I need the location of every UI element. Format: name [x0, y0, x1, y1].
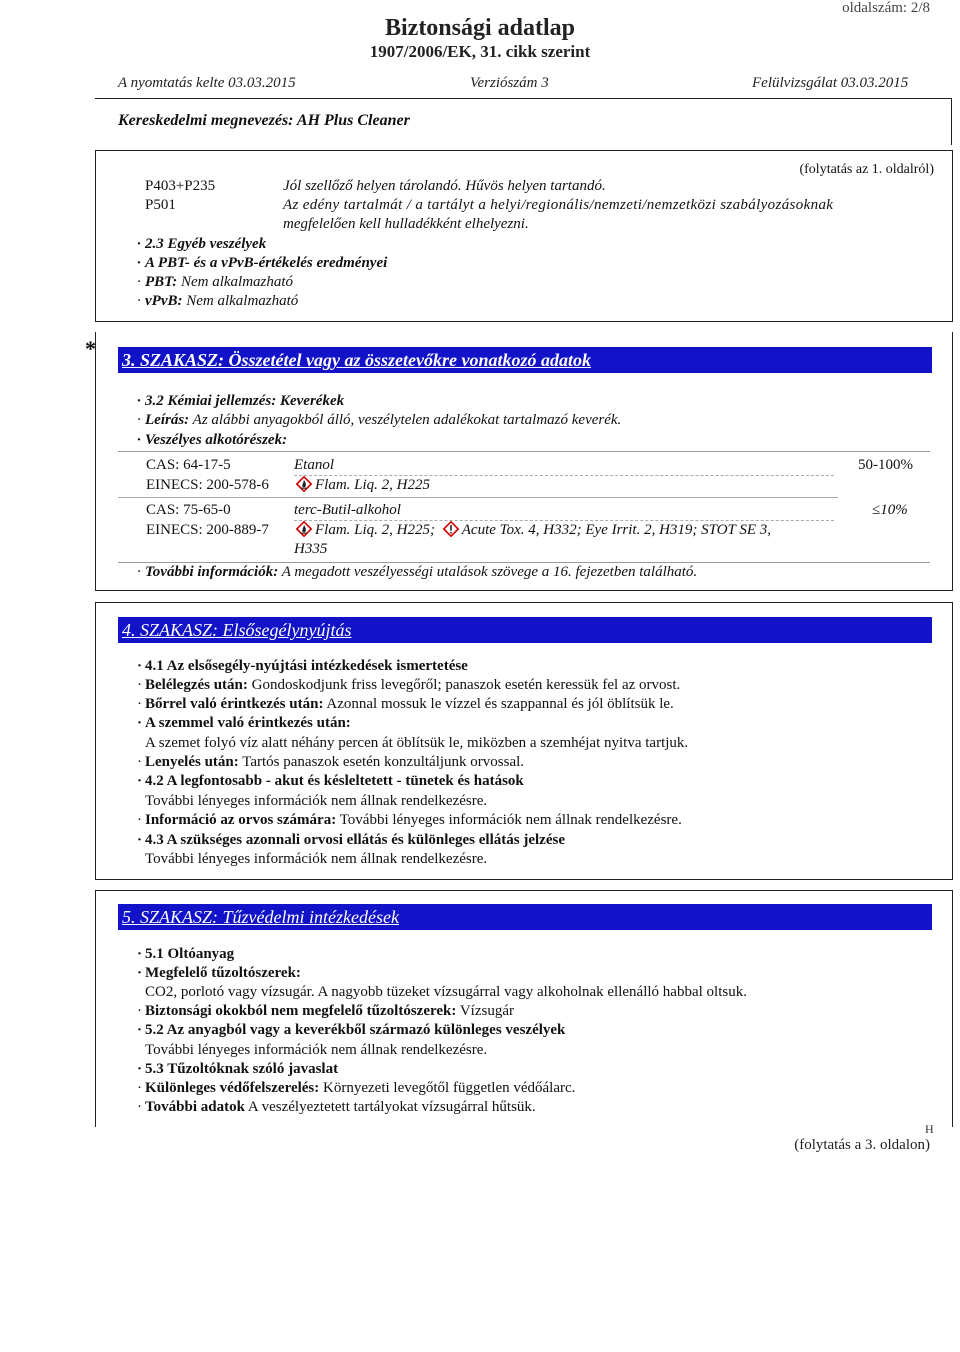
p403-code: P403+P235	[145, 178, 216, 194]
no-info-2: További lényeges információk nem állnak rendelkezésre.	[145, 851, 488, 867]
pbt-line: · PBT: Nem alkalmazható	[137, 274, 294, 290]
hazard-2-cont: H335	[294, 541, 328, 557]
symptoms-heading: · 4.2 A legfontosabb - akut és késleltetett - tünetek és hatások	[137, 773, 524, 789]
further-info-line: · További információk: A megadott veszélyességi utalások szövege a 16. fejezetben található.	[137, 564, 698, 580]
further-data-line: · További adatok A veszélyeztetett tartályokat vízsugárral hűtsük.	[137, 1099, 536, 1115]
p403-text: Jól szellőző helyen tárolandó. Hűvös helyen tartandó.	[283, 178, 606, 194]
concentration-2: ≤10%	[872, 502, 908, 518]
exclamation-pictogram-icon	[443, 521, 459, 537]
hazard-2: Flam. Liq. 2, H225; Acute Tox. 4, H332; Eye Irrit. 2, H319; STOT SE 3,	[296, 521, 771, 540]
page-number: oldalszám: 2/8	[842, 0, 930, 16]
suitable-heading: · Megfelelő tűzoltószerek:	[137, 965, 301, 981]
doctor-line: · Információ az orvos számára: További lényeges információk nem állnak rendelkezésre.	[137, 812, 682, 828]
component-name-2: terc-Butil-alkohol	[294, 501, 834, 521]
skin-line: · Bőrrel való érintkezés után: Azonnal mossuk le vízzel és szappannal és jól öblítsük le.	[137, 696, 674, 712]
einecs-2: EINECS: 200-889-7	[146, 522, 269, 538]
revision-star: *	[85, 336, 96, 361]
p501-code: P501	[145, 197, 176, 213]
vpvb-line: · vPvB: Nem alkalmazható	[137, 293, 299, 309]
special-hazards-heading: · 5.2 Az anyagból vagy a keverékből származó különleges veszélyek	[137, 1022, 566, 1038]
description-line: · Leírás: Az alábbi anyagokból álló, veszélytelen adalékokat tartalmazó keverék.	[137, 412, 622, 428]
component-name-1: Etanol	[294, 456, 834, 476]
measures-heading: · 4.1 Az elsősegély-nyújtási intézkedések ismertetése	[137, 658, 468, 674]
version-number: Verziószám 3	[470, 75, 549, 91]
advice-heading: · 5.3 Tűzoltóknak szóló javaslat	[137, 1061, 339, 1077]
revision-date: Felülvizsgálat 03.03.2015	[752, 75, 909, 91]
concentration-1: 50-100%	[858, 457, 913, 473]
language-mark: H	[925, 1122, 934, 1136]
einecs-1: EINECS: 200-578-6	[146, 477, 269, 493]
equipment-line: · Különleges védőfelszerelés: Környezeti levegőtől független védőálarc.	[137, 1080, 576, 1096]
eye-heading: · A szemmel való érintkezés után:	[137, 715, 351, 731]
cas-2: CAS: 75-65-0	[146, 502, 231, 518]
unsuitable-line: · Biztonsági okokból nem megfelelő tűzoltószerek: Vízsugár	[137, 1003, 514, 1019]
flame-pictogram-icon	[296, 476, 312, 492]
attention-heading: · 4.3 A szükséges azonnali orvosi ellátás és különleges ellátás jelzése	[137, 832, 565, 848]
continued-from: (folytatás az 1. oldalról)	[799, 162, 934, 177]
cas-1: CAS: 64-17-5	[146, 457, 231, 473]
eye-text: A szemet folyó víz alatt néhány percen át öblítsük le, miközben a szemhéjat nyitva tartjuk.	[145, 735, 689, 751]
ingestion-line: · Lenyelés után: Tartós panaszok esetén konzultáljunk orvossal.	[137, 754, 525, 770]
document-subtitle: 1907/2006/EK, 31. cikk szerint	[369, 42, 591, 61]
p501-text-1: Az edény tartalmát / a tartályt a helyi/regionális/nemzeti/nemzetközi szabályozásoknak	[283, 197, 834, 213]
suitable-text: CO2, porlotó vagy vízsugár. A nagyobb tüzeket vízsugárral vagy alkoholnak ellenálló habbal oltsuk.	[145, 984, 747, 1000]
other-hazards-heading: · 2.3 Egyéb veszélyek	[137, 236, 267, 252]
continued-on: (folytatás a 3. oldalon)	[794, 1137, 930, 1153]
no-info-1: További lényeges információk nem állnak rendelkezésre.	[145, 793, 488, 809]
p501-text-2: megfelelően kell hulladékként elhelyezni.	[283, 216, 529, 232]
components-heading: · Veszélyes alkotórészek:	[137, 432, 288, 448]
flame-pictogram-icon	[296, 521, 312, 537]
row-divider	[118, 497, 838, 498]
hazard-1: Flam. Liq. 2, H225	[296, 476, 430, 495]
mixtures-heading: · 3.2 Kémiai jellemzés: Keverékek	[137, 393, 345, 409]
section3-title: 3. SZAKASZ: Összetétel vagy az összetevőkre vonatkozó adatok	[118, 347, 932, 373]
document-title: Biztonsági adatlap	[384, 15, 576, 41]
section4-title: 4. SZAKASZ: Elsősegélynyújtás	[118, 617, 932, 643]
inhalation-line: · Belélegzés után: Gondoskodjunk friss levegőről; panaszok esetén keressük fel az orvost.	[137, 677, 681, 693]
section5-title: 5. SZAKASZ: Tűzvédelmi intézkedések	[118, 904, 932, 930]
trade-name: Kereskedelmi megnevezés: AH Plus Cleaner	[118, 112, 410, 129]
no-info-3: További lényeges információk nem állnak rendelkezésre.	[145, 1042, 488, 1058]
media-heading: · 5.1 Oltóanyag	[137, 946, 235, 962]
print-date: A nyomtatás kelte 03.03.2015	[118, 75, 296, 91]
pbt-results-heading: · A PBT- és a vPvB-értékelés eredményei	[137, 255, 388, 271]
